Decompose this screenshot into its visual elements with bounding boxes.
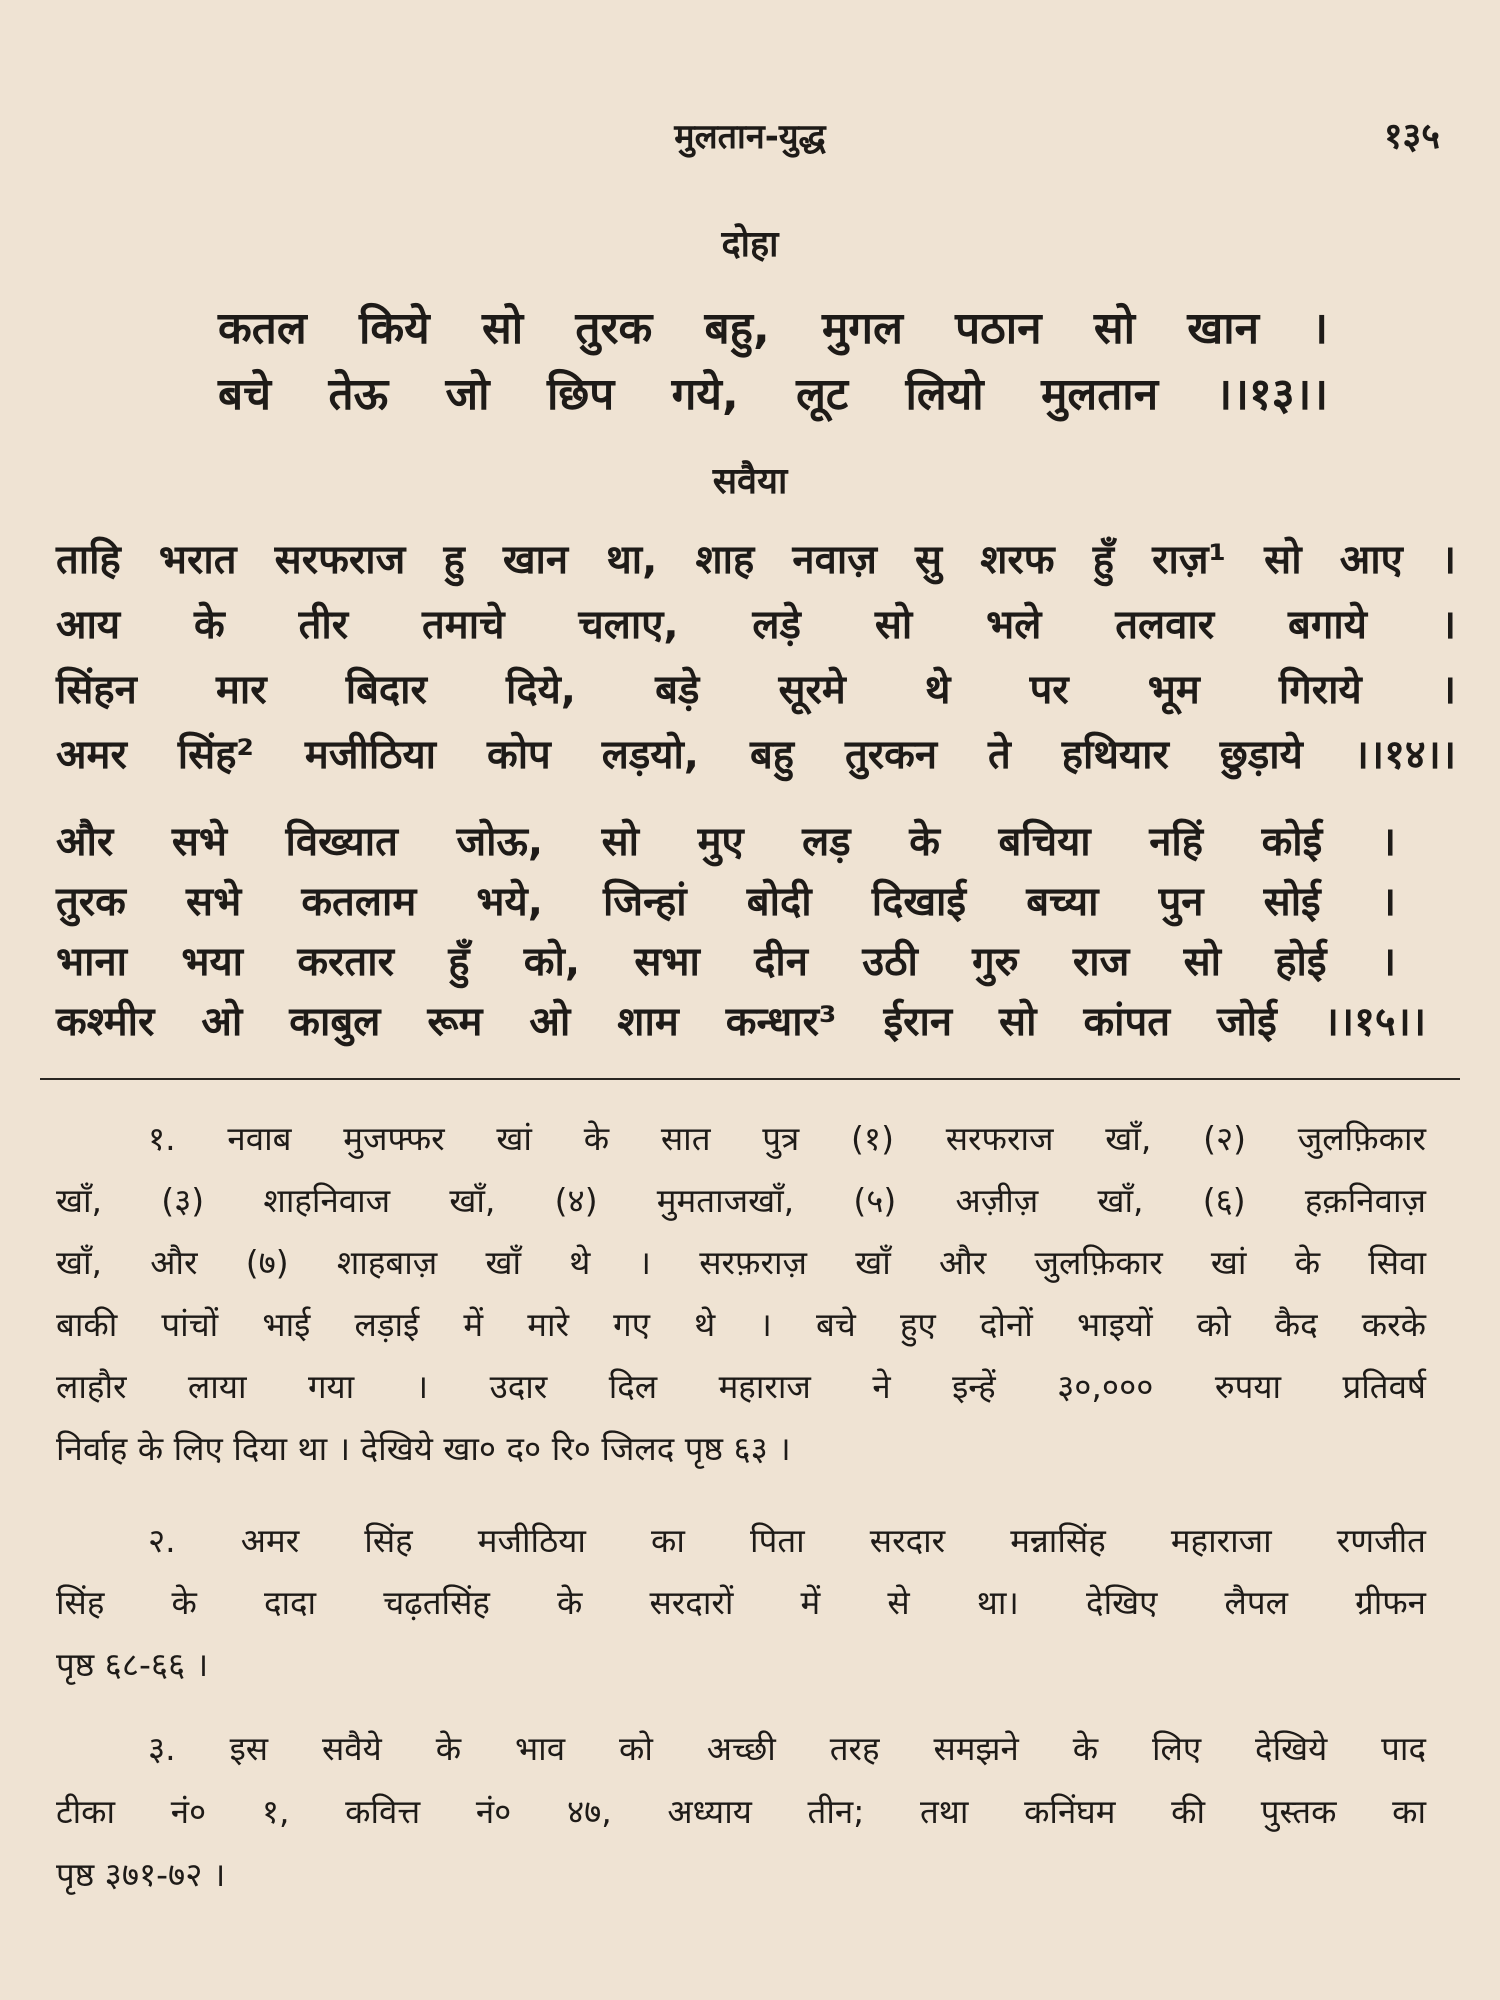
footnote-line: पृष्ठ ६८-६६ । [56, 1645, 209, 1684]
footnote-line: २. अमर सिंह मजीठिया का पिता सरदार मन्नासिंह महाराजा रणजीत [148, 1521, 1426, 1560]
footnote-divider [40, 1078, 1460, 1080]
footnote-line: खाँ, और (७) शाहबाज़ खाँ थे । सरफ़राज़ खाँ और जुलफ़िकार खां के सिवा [56, 1243, 1427, 1282]
verse-line: तुरक सभे कतलाम भये, जिन्हां बोदी दिखाई बच्या पुन सोई । [56, 879, 1396, 925]
doha-line: कतल किये सो तुरक बहु, मुगल पठान सो खान । [218, 303, 1328, 354]
verse-line: अमर सिंह² मजीठिया कोप लड़यो, बहु तुरकन ते हथियार छुड़ाये ।।१४।। [56, 732, 1456, 778]
verse-line: ताहि भरात सरफराज हु खान था, शाह नवाज़ सु शरफ हुँ राज़¹ सो आए । [56, 537, 1456, 583]
verse-line: और सभे विख्यात जोऊ, सो मुए लड़ के बचिया नहिं कोई । [56, 819, 1396, 865]
footnote-line: खाँ, (३) शाहनिवाज खाँ, (४) मुमताजखाँ, (५) अज़ीज़ खाँ, (६) हक़निवाज़ [56, 1181, 1426, 1220]
running-title: मुलतान-युद्ध [674, 117, 826, 157]
doha-line: बचे तेऊ जो छिप गये, लूट लियो मुलतान ।।१३।। [218, 369, 1328, 420]
footnote-line: बाकी पांचों भाई लड़ाई में मारे गए थे । बचे हुए दोनों भाइयों को कैद करके [56, 1305, 1426, 1344]
verse-line: भाना भया करतार हुँ को, सभा दीन उठी गुरु राज सो होई । [56, 939, 1396, 985]
footnote-line: ३. इस सवैये के भाव को अच्छी तरह समझने के लिए देखिये पाद [148, 1729, 1426, 1768]
footnote-line: पृष्ठ ३७१-७२ । [56, 1855, 226, 1894]
page-number: १३५ [1383, 116, 1440, 157]
footnote-line: टीका नं० १, कवित्त नं० ४७, अध्याय तीन; तथा कनिंघम की पुस्तक का [56, 1792, 1426, 1831]
page-header [0, 112, 1500, 168]
verse-line: आय के तीर तमाचे चलाए, लड़े सो भले तलवार बगाये । [56, 602, 1456, 648]
footnote-line: लाहौर लाया गया । उदार दिल महाराज ने इन्हें ३०,००० रुपया प्रतिवर्ष [56, 1367, 1426, 1406]
doha-heading: दोहा [721, 224, 779, 265]
savaiya-heading: सवैया [712, 461, 788, 502]
footnote-line: सिंह के दादा चढ़तसिंह के सरदारों में से था। देखिए लैपल ग्रीफन [56, 1583, 1426, 1622]
footnote-line: निर्वाह के लिए दिया था । देखिये खा० द० रि० जिलद पृष्ठ ६३ । [56, 1429, 791, 1468]
footnote-line: १. नवाब मुजफ्फर खां के सात पुत्र (१) सरफराज खाँ, (२) जुलफ़िकार [148, 1119, 1426, 1158]
verse-line: सिंहन मार बिदार दिये, बड़े सूरमे थे पर भूम गिराये । [56, 667, 1456, 713]
verse-line: कश्मीर ओ काबुल रूम ओ शाम कन्धार³ ईरान सो कांपत जोई ।।१५।। [56, 999, 1426, 1045]
